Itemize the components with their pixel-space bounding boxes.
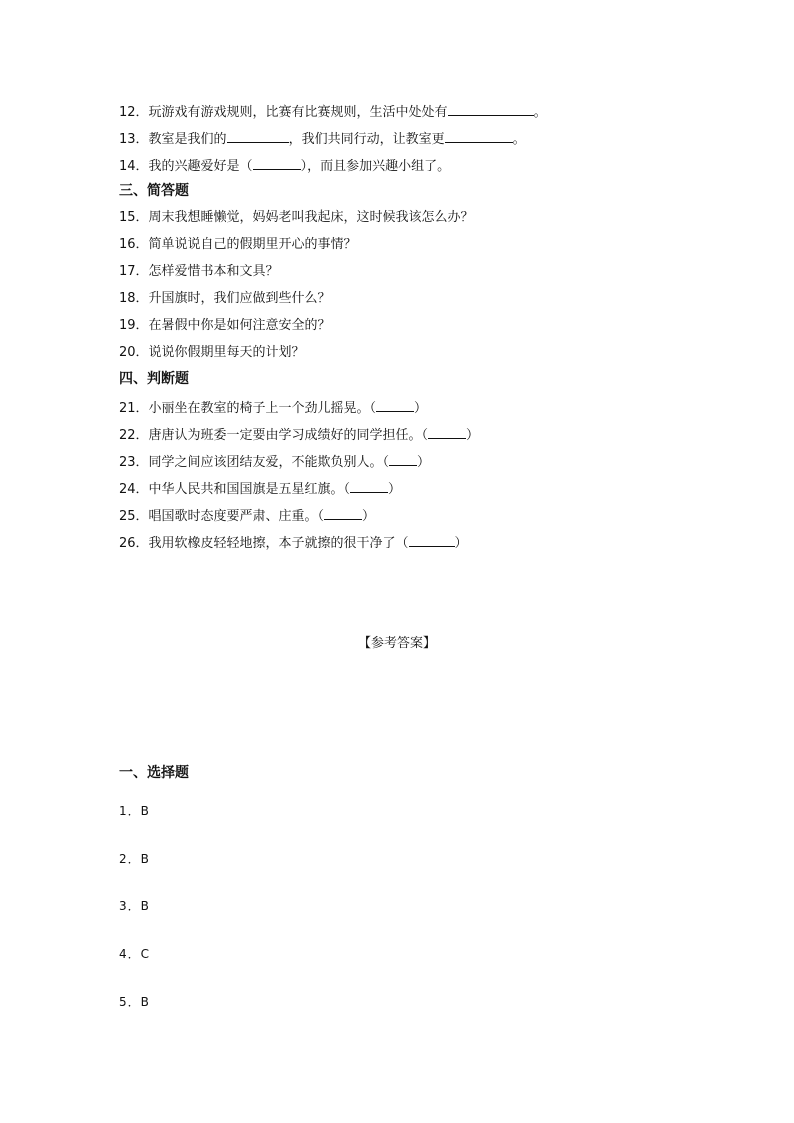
question-text-end: ），而且参加兴趣小组了。 xyxy=(300,159,451,174)
question-22 xyxy=(119,425,479,445)
section-heading-short-answer: 三、简答题 xyxy=(119,183,189,199)
question-21 xyxy=(119,398,427,418)
section-heading-true-false: 四、判断题 xyxy=(119,371,189,387)
answer-key-title: 【参考答案】 xyxy=(357,636,436,651)
question-23 xyxy=(119,452,430,472)
question-26 xyxy=(119,533,468,553)
close-paren: ） xyxy=(388,482,402,497)
close-paren: ） xyxy=(454,536,468,551)
question-text: 25．唱国歌时态度要严肃、庄重。（ xyxy=(119,509,325,524)
answer-blank xyxy=(448,102,534,116)
answer-2: 2．B xyxy=(119,852,150,866)
question-text-mid: ，我们共同行动，让教室更 xyxy=(288,132,445,147)
question-text: 21．小丽坐在教室的椅子上一个劲儿摇晃。（ xyxy=(119,401,377,416)
answer-blank xyxy=(253,156,301,170)
question-12 xyxy=(119,102,547,122)
question-text: 教室是我们的 xyxy=(148,132,227,147)
question-14 xyxy=(119,156,450,176)
question-text: 玩游戏有游戏规则，比赛有比赛规则，生活中处处有 xyxy=(148,105,448,120)
question-19: 19．在暑假中你是如何注意安全的？ xyxy=(119,318,331,333)
question-text: 22．唐唐认为班委一定要由学习成绩好的同学担任。（ xyxy=(119,428,429,443)
answer-blank xyxy=(428,425,466,439)
question-text-end: 。 xyxy=(533,105,547,120)
question-number: 14． xyxy=(119,159,149,174)
answer-5: 5．B xyxy=(119,995,150,1009)
question-number: 13． xyxy=(119,132,149,147)
answer-blank xyxy=(389,452,417,466)
question-18: 18．升国旗时，我们应做到些什么？ xyxy=(119,291,331,306)
question-text: 我的兴趣爱好是（ xyxy=(148,159,253,174)
close-paren: ） xyxy=(466,428,480,443)
answer-section-heading: 一、选择题 xyxy=(119,765,189,781)
answer-blank xyxy=(350,479,388,493)
question-20: 20．说说你假期里每天的计划？ xyxy=(119,345,305,360)
close-paren: ） xyxy=(414,401,428,416)
question-16: 16．简单说说自己的假期里开心的事情？ xyxy=(119,237,357,252)
answer-blank xyxy=(376,398,414,412)
answer-blank xyxy=(409,533,455,547)
question-text: 26．我用软橡皮轻轻地擦，本子就擦的很干净了（ xyxy=(119,536,409,551)
question-number: 12． xyxy=(119,105,149,120)
close-paren: ） xyxy=(362,509,376,524)
close-paren: ） xyxy=(417,455,431,470)
question-text: 23．同学之间应该团结友爱，不能欺负别人。（ xyxy=(119,455,390,470)
answer-blank xyxy=(227,129,289,143)
question-text-end: 。 xyxy=(512,132,526,147)
question-25 xyxy=(119,506,375,526)
answer-blank xyxy=(445,129,513,143)
question-24 xyxy=(119,479,401,499)
answer-1: 1．B xyxy=(119,804,150,818)
answer-blank xyxy=(324,506,362,520)
answer-4: 4．C xyxy=(119,947,151,961)
question-13 xyxy=(119,129,526,149)
question-17: 17．怎样爱惜书本和文具？ xyxy=(119,264,279,279)
answer-3: 3．B xyxy=(119,899,150,913)
question-15: 15．周末我想睡懒觉，妈妈老叫我起床，这时候我该怎么办？ xyxy=(119,210,474,225)
question-text: 24．中华人民共和国国旗是五星红旗。（ xyxy=(119,482,351,497)
